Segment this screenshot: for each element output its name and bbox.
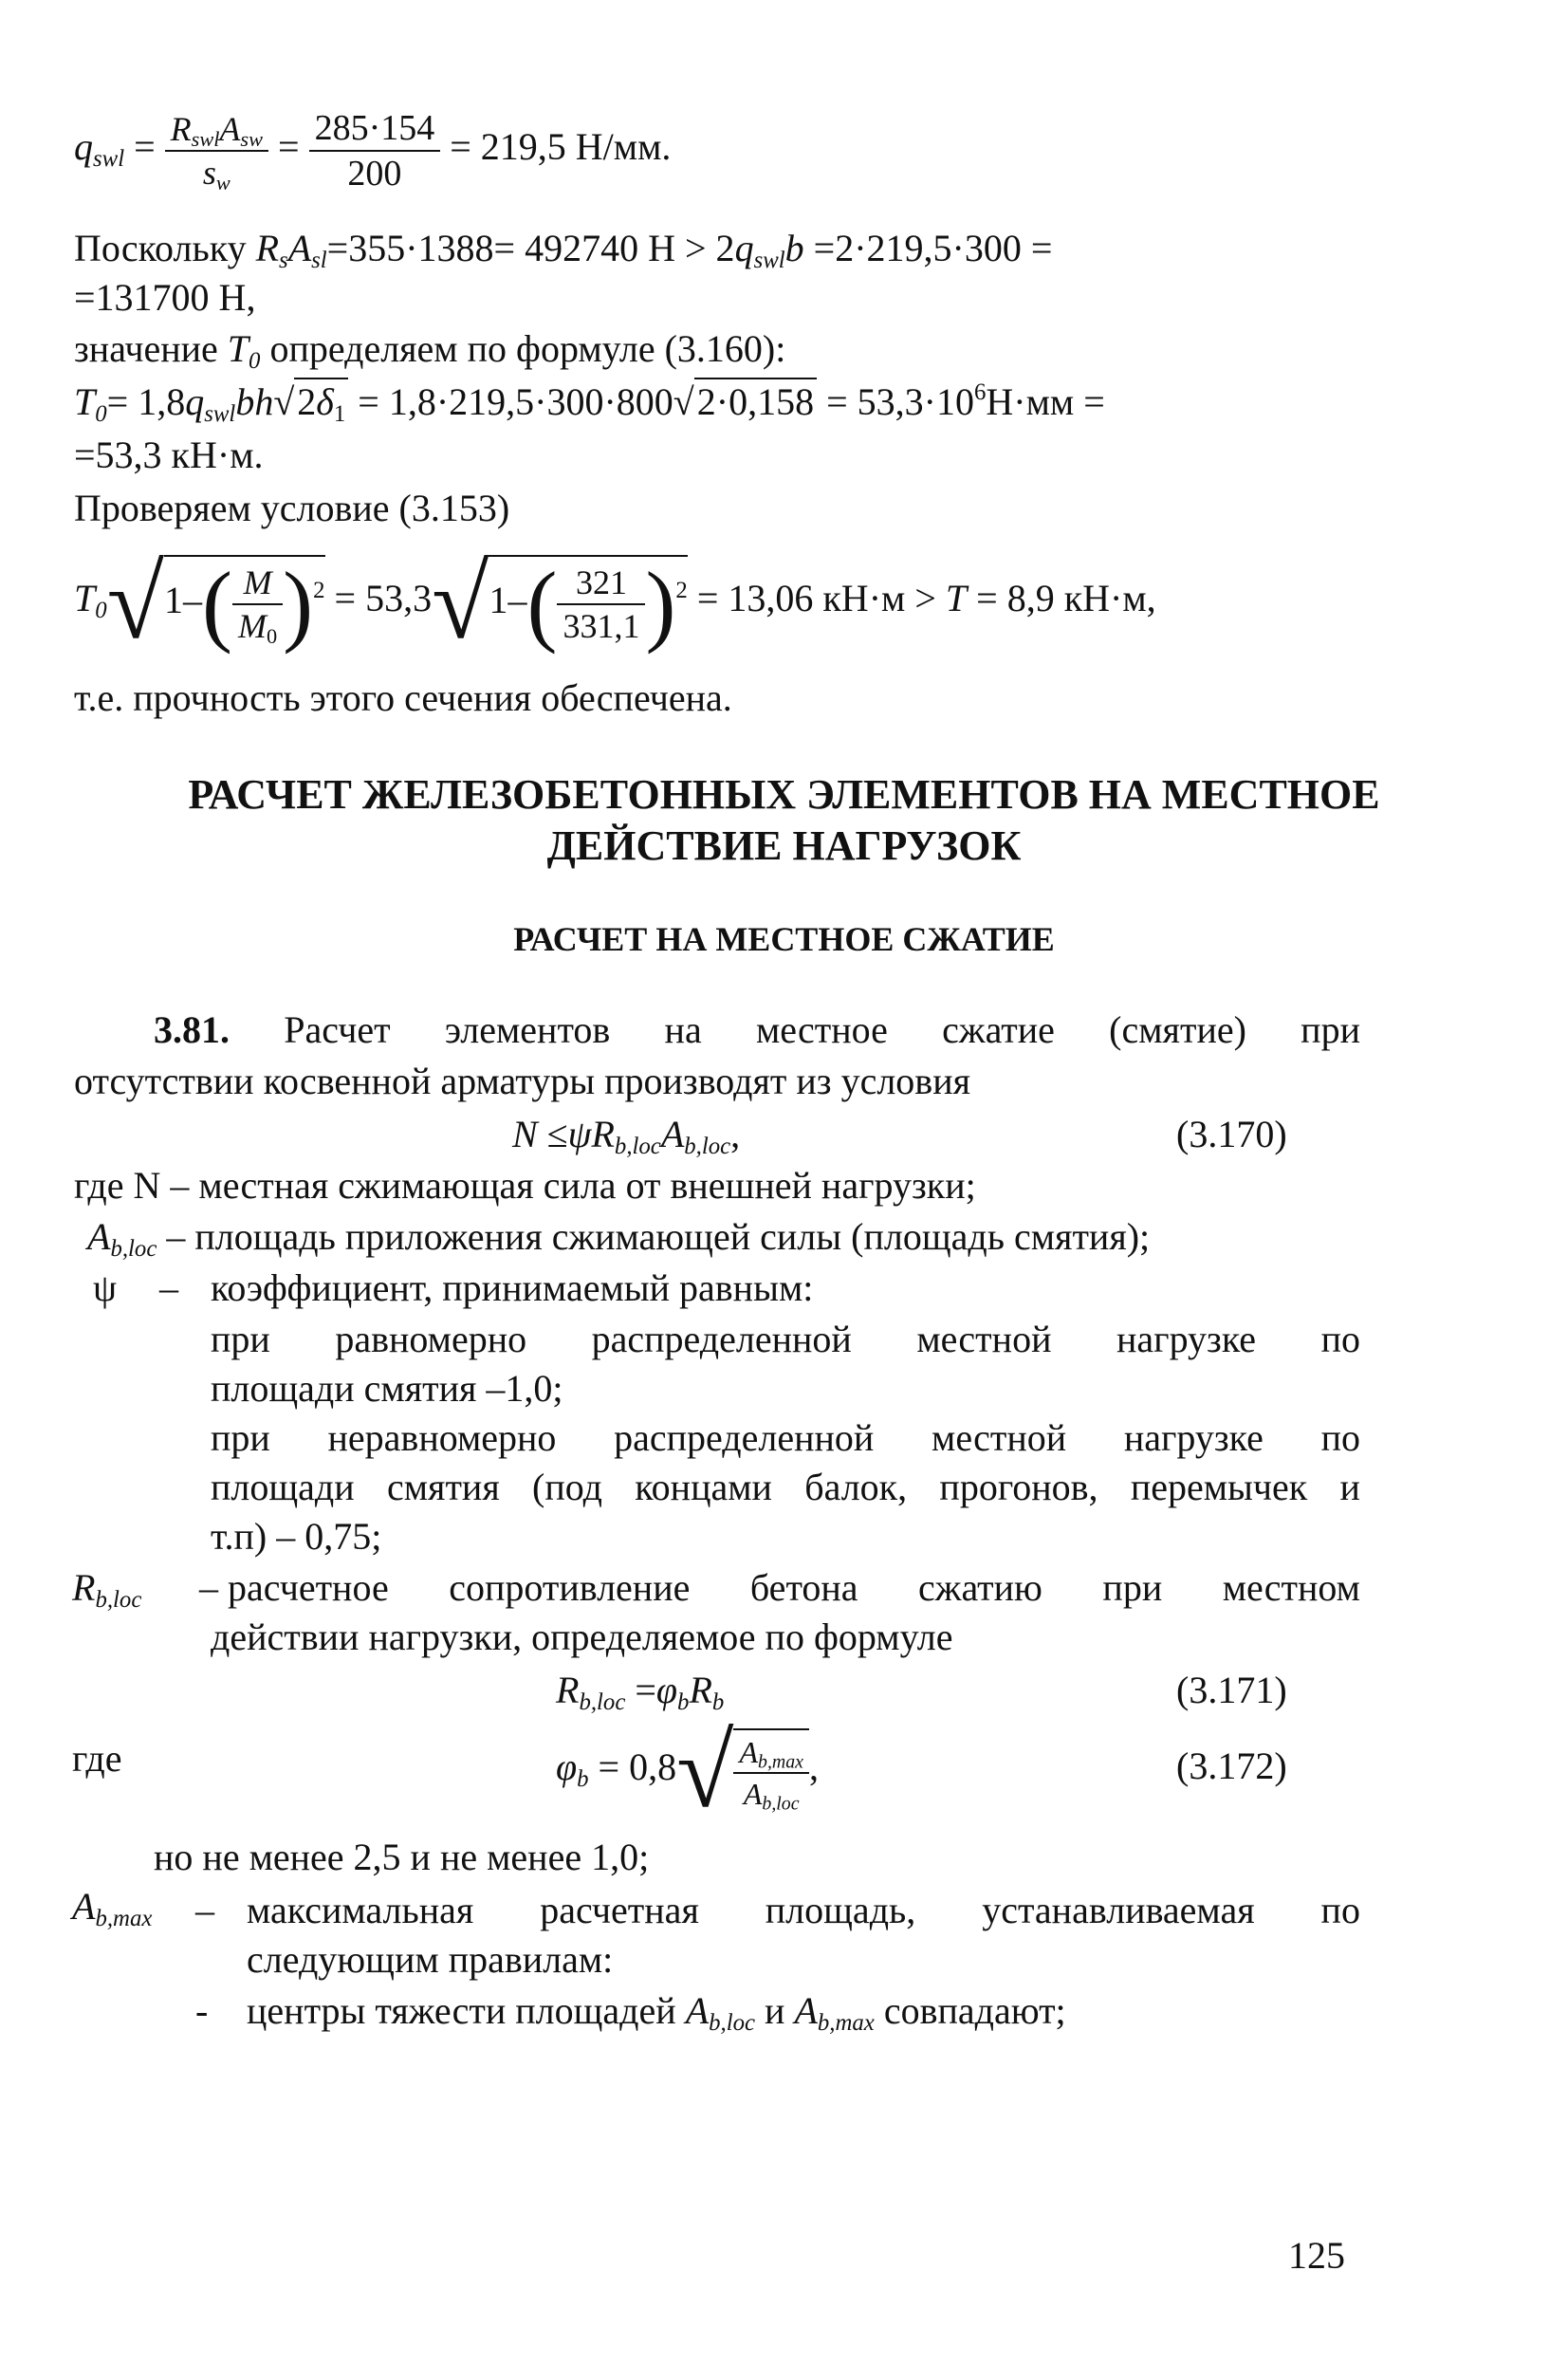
since-line-2: =131700 Н, [74, 276, 256, 319]
equation-3170-label: (3.170) [1176, 1113, 1287, 1155]
subsection-heading: РАСЧЕТ НА МЕСТНОЕ СЖАТИЕ [513, 920, 1055, 958]
a-bmax-def-line2: следующим правилам: [247, 1938, 614, 1981]
section-heading-line1: РАСЧЕТ ЖЕЛЕЗОБЕТОННЫХ ЭЛЕМЕНТОВ НА МЕСТНОЕ [188, 771, 1380, 818]
section-heading-line2: ДЕЙСТВИЕ НАГРУЗОК [546, 822, 1022, 869]
psi-case1-line1: при равномерно распределенной местной нагрузке по [211, 1318, 1360, 1360]
psi-dash: – [159, 1266, 178, 1309]
equation-3172-label: (3.172) [1176, 1745, 1287, 1787]
equation-3170: $N \le\psi R_{b,loc}A_{b,loc}$, [512, 1113, 741, 1159]
rule-1: центры тяжести площадей $A_{b,loc}$ и $A_{b,max}$ совпадают; [247, 1989, 1066, 2036]
where-2: где [72, 1737, 122, 1780]
not-less: но не менее 2,5 и не менее 1,0; [154, 1836, 650, 1878]
psi-case1-line2: площади смятия –1,0; [211, 1367, 563, 1410]
para-number: 3.81. [154, 1008, 230, 1051]
r-bloc-def-line2: действии нагрузки, определяемое по формуле [211, 1615, 953, 1658]
equation-3171: $R_{b,loc} =\varphi_bR_b$ [556, 1669, 725, 1715]
since-line: Поскольку $R_sA_{sl}=355\cdot 1388= 492740$ $Н > 2q_{swl}b =2\cdot 219,5\cdot 300$ = [74, 227, 1053, 273]
r-bloc-symbol: $R_{b,loc}$ [72, 1566, 142, 1613]
r-bloc-def-line1: – расчетное сопротивление бетона сжатию при местном [199, 1566, 1360, 1609]
para-381-line1: 3.81. Расчет элементов на местное сжатие (смятие) при [154, 1008, 1360, 1051]
page-number: 125 [1288, 2234, 1345, 2277]
t0-formula-line2: =53,3 кН·м. [74, 434, 264, 476]
psi-case2-line1: при неравномерно распределенной местной нагрузке по [211, 1416, 1360, 1459]
equation-3172: $\varphi_b = 0,8√$ $\frac{A_{b,max}}{A_{b,loc}}$ , [556, 1712, 819, 1829]
t0-formula: $T_0= 1,8q_{swl}bh√2\delta_1 = 1,8\cdot 219,5\cdot 300\cdot 800√2\cdot 0,158 = 53,3\cdot 10^6Н\cdot мм$ = [74, 378, 1105, 427]
check-formula: $T_0√1-$( $\frac{M}{M_0}$ )$^2$ = 53,3√1–( $\frac{321}{331,1}$ )$^2$ = 13,06 кН·м > T = 8,9 кН·м, [74, 544, 1156, 660]
psi-case2-line2: площади смятия (под концами балок, прогонов, перемычек и [211, 1466, 1360, 1508]
formula-qsw1: $q_{swl}$ = $\frac{R_{swl}A_{sw}}{s_w}$ = $\frac{285\cdot 154}{200}$ = 219,5 Н/мм. [74, 107, 672, 195]
para-381-line2: отсутствии косвенной арматуры производят из условия [74, 1060, 970, 1102]
psi-case2-line3: т.п) – 0,75; [211, 1515, 382, 1558]
rule-bullet: - [195, 1989, 209, 2032]
a-bloc-def: $A_{b,loc}$ – площадь приложения сжимающей силы (площадь смятия); [87, 1215, 1151, 1262]
a-bmax-dash: – [195, 1889, 214, 1931]
where-n: где N – местная сжимающая сила от внешней нагрузки; [74, 1164, 976, 1207]
psi-symbol: ψ [93, 1266, 118, 1309]
check-text: Проверяем условие (3.153) [74, 487, 510, 529]
equation-3171-label: (3.171) [1176, 1669, 1287, 1711]
a-bmax-symbol: $A_{b,max}$ [72, 1885, 153, 1931]
a-bmax-def-line1: максимальная расчетная площадь, устанавливаемая по [247, 1889, 1360, 1931]
conclusion: т.е. прочность этого сечения обеспечена. [74, 676, 732, 719]
psi-def: коэффициент, принимаемый равным: [211, 1266, 814, 1309]
t0-intro: значение $T_0$ определяем по формуле (3.160): [74, 327, 786, 374]
